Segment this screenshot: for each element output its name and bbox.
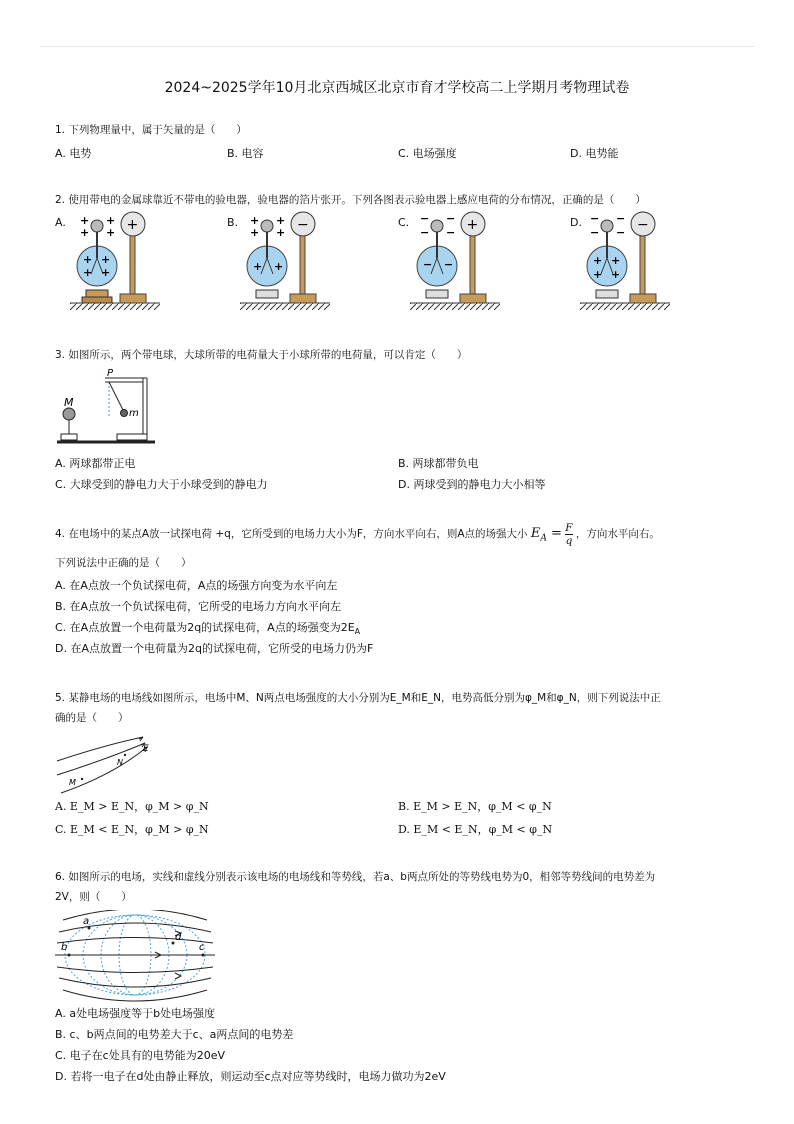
- q3-option-c[interactable]: C. 大球受到的静电力大于小球受到的静电力: [55, 478, 268, 491]
- q6-stem: 6. 如图所示的电场，实线和虚线分别表示该电场的电场线和等势线，若a、b两点所处的等势线电势为0，相邻等势线间的电势差为: [55, 871, 656, 883]
- q2-electroscope-figures: [60, 208, 700, 318]
- q4-stem-line1: [55, 520, 745, 553]
- q5-field-lines-figure: [55, 735, 165, 797]
- electroscope-figure-b: [240, 212, 330, 310]
- svg-text:+: +: [276, 226, 286, 239]
- svg-text:+: +: [80, 226, 90, 239]
- q2-label-a[interactable]: A.: [55, 216, 66, 229]
- q5-label-n: N: [117, 758, 123, 767]
- q3-label-small-ball: m: [129, 408, 139, 419]
- svg-text:+: +: [611, 268, 621, 281]
- q4-option-d[interactable]: D. 在A点放置一个电荷量为2q的试探电荷，它所受的电场力仍为F: [55, 642, 374, 655]
- q5-option-c[interactable]: C. E_M < E_N，φ_M > φ_N: [55, 823, 209, 836]
- svg-text:+: +: [253, 260, 263, 273]
- svg-text:−: −: [444, 258, 454, 271]
- q5-option-d[interactable]: D. E_M < E_N，φ_M < φ_N: [398, 823, 553, 836]
- q1-option-d[interactable]: D. 电势能: [570, 147, 619, 160]
- q3-option-d[interactable]: D. 两球受到的静电力大小相等: [398, 478, 546, 491]
- q1-option-b[interactable]: B. 电容: [227, 147, 264, 160]
- charged-ball-sign-c: +: [466, 217, 479, 233]
- q2-label-c[interactable]: C.: [398, 216, 410, 229]
- q4-option-c[interactable]: C. 在A点放置一个电荷量为2q的试探电荷，A点的场强变为$2E_A$: [55, 621, 361, 637]
- q1-option-c[interactable]: C. 电场强度: [398, 147, 457, 160]
- q2-stem: 2. 使用带电的金属球靠近不带电的验电器，验电器的箔片张开。下列各图表示验电器上感应电荷的分布情况，正确的是（ ）: [55, 194, 646, 206]
- electroscope-figure-c: [410, 212, 500, 310]
- q6-option-c[interactable]: C. 电子在c处具有的电势能为20eV: [55, 1049, 226, 1062]
- svg-text:−: −: [420, 226, 430, 239]
- q6-stem-line2: 2V，则（ ）: [55, 891, 132, 903]
- q6-option-b[interactable]: B. c、b两点间的电势差大于c、a两点间的电势差: [55, 1028, 294, 1041]
- svg-text:+: +: [250, 214, 260, 227]
- q5-stem-line2: 确的是（ ）: [55, 712, 129, 724]
- q6-option-d[interactable]: D. 若将一电子在d处由静止释放，则运动至c点对应等势线时，电场力做功为2eV: [55, 1070, 446, 1083]
- q4-option-b[interactable]: B. 在A点放一个负试探电荷，它所受的电场力方向水平向左: [55, 600, 342, 613]
- q6-label-c: c: [199, 942, 205, 953]
- svg-text:+: +: [593, 254, 603, 267]
- q5-label-e: E: [143, 744, 149, 754]
- svg-text:+: +: [83, 266, 93, 279]
- q6-label-d: d: [175, 932, 182, 943]
- svg-text:−: −: [446, 212, 456, 225]
- svg-text:+: +: [80, 214, 90, 227]
- q3-label-p: P: [107, 368, 114, 379]
- svg-text:+: +: [83, 253, 93, 266]
- q4-formula-fraction: $\frac{F}{q}$: [565, 521, 573, 547]
- q4-option-a[interactable]: A. 在A点放一个负试探电荷，A点的场强方向变为水平向左: [55, 579, 338, 592]
- q6-field-figure: [55, 910, 215, 1002]
- svg-text:+: +: [106, 214, 116, 227]
- q6-option-a[interactable]: A. a处电场强度等于b处电场强度: [55, 1007, 216, 1020]
- svg-text:−: −: [590, 226, 600, 239]
- svg-text:+: +: [106, 226, 116, 239]
- svg-text:+: +: [274, 260, 284, 273]
- page-title: 2024~2025学年10月北京西城区北京市育才学校高二上学期月考物理试卷: [164, 80, 630, 96]
- svg-text:+: +: [611, 254, 621, 267]
- q6-label-b: b: [61, 942, 68, 953]
- q1-option-a[interactable]: A. 电势: [55, 147, 92, 160]
- svg-text:+: +: [276, 214, 286, 227]
- q5-option-b[interactable]: B. E_M > E_N，φ_M < φ_N: [398, 800, 552, 813]
- q2-label-b[interactable]: B.: [227, 216, 239, 229]
- svg-text:−: −: [616, 212, 626, 225]
- svg-text:−: −: [420, 212, 430, 225]
- q2-label-d[interactable]: D.: [570, 216, 582, 229]
- svg-text:−: −: [446, 226, 456, 239]
- svg-text:+: +: [593, 268, 603, 281]
- q4-formula-lhs: $E_A$ =: [530, 526, 562, 544]
- charged-ball-sign-a: +: [126, 217, 139, 233]
- electroscope-figure-a: [70, 212, 160, 310]
- q6-label-a: a: [83, 916, 90, 927]
- q3-stem: 3. 如图所示，两个带电球，大球所带的电荷量大于小球所带的电荷量，可以肯定（ ）: [55, 349, 468, 361]
- q3-option-b[interactable]: B. 两球都带负电: [398, 457, 479, 470]
- electroscope-figure-d: [580, 212, 670, 310]
- q3-label-big-ball: M: [64, 396, 74, 409]
- svg-text:−: −: [616, 226, 626, 239]
- svg-text:+: +: [101, 266, 111, 279]
- q1-stem: 1. 下列物理量中，属于矢量的是（ ）: [55, 124, 247, 136]
- q4-stem-part2: ，方向水平向右。: [575, 528, 660, 540]
- svg-text:−: −: [590, 212, 600, 225]
- q3-option-a[interactable]: A. 两球都带正电: [55, 457, 136, 470]
- q5-label-m: M: [69, 778, 76, 787]
- q5-option-a[interactable]: A. E_M > E_N，φ_M > φ_N: [55, 800, 209, 813]
- header-rule: [40, 46, 754, 47]
- charged-ball-sign-d: −: [637, 217, 649, 233]
- q3-figure: [55, 368, 165, 450]
- svg-text:+: +: [101, 253, 111, 266]
- q4-stem-part1: 4. 在电场中的某点A放一试探电荷 +q，它所受到的电场力大小为F，方向水平向右，则A点的场强大小: [55, 528, 528, 540]
- charged-ball-sign-b: −: [297, 217, 309, 233]
- q5-stem: 5. 某静电场的电场线如图所示，电场中M、N两点电场强度的大小分别为E_M和E_N，电势高低分别为φ_M和φ_N，则下列说法中正: [55, 692, 661, 704]
- svg-text:−: −: [423, 258, 433, 271]
- svg-text:+: +: [250, 226, 260, 239]
- q4-stem-line2: 下列说法中正确的是（ ）: [55, 557, 192, 569]
